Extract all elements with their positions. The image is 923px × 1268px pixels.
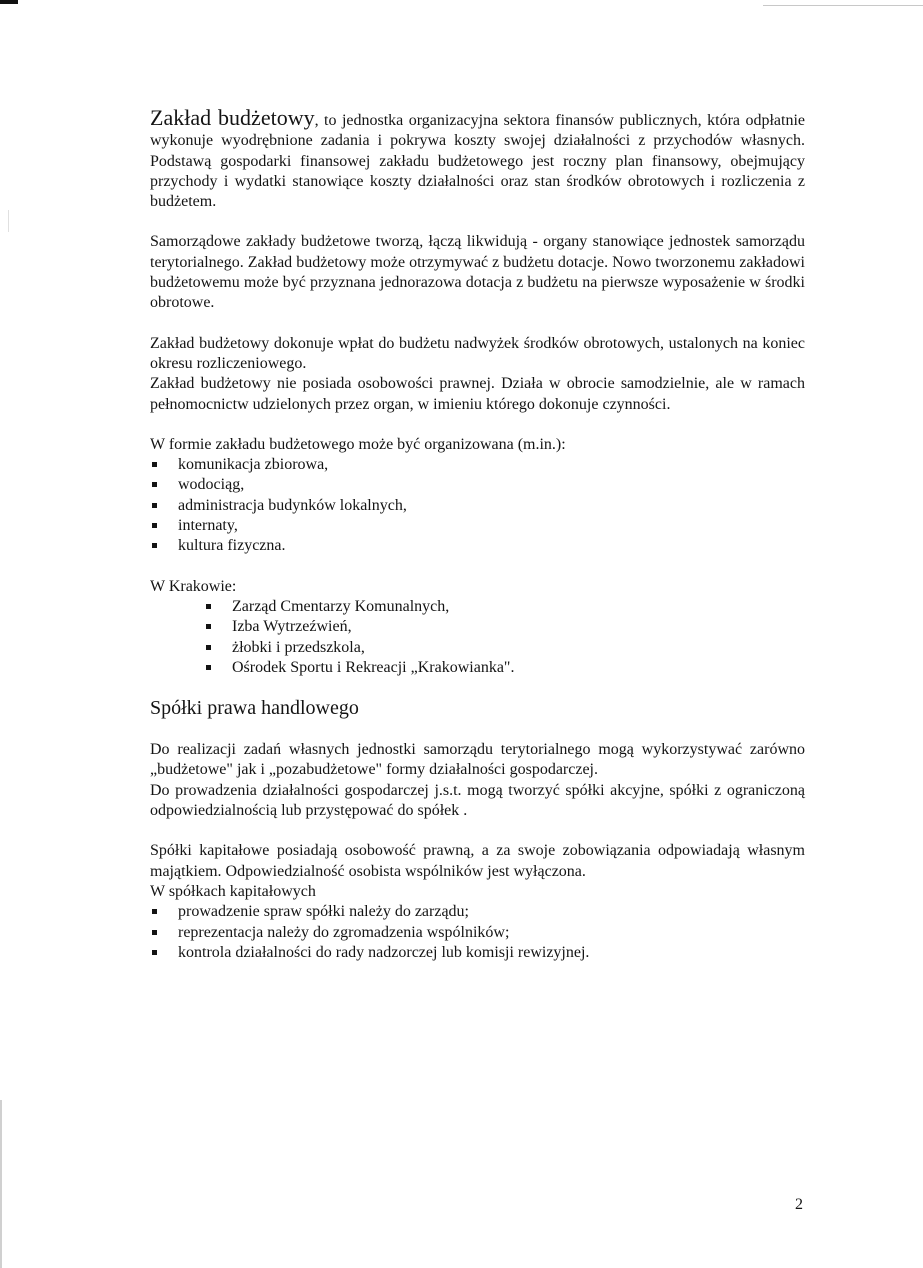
forms-list [150,455,805,556]
list-item: kultura fizyczna. [150,536,805,556]
scan-corner-mark [0,0,18,4]
capital-intro: W spółkach kapitałowych [150,882,316,900]
forms-intro: W formie zakładu budżetowego może być organizowana (m.in.): [150,435,566,453]
scan-artifact [8,210,9,232]
paragraph-capital-companies: Spółki kapitałowe posiadają osobowość prawną, a za swoje zobowiązania odpowiadają własnym majątkiem. Odpowiedzialność osobista wspólników jest wyłączona. [150,842,805,880]
list-item: wodociąg, [150,475,805,495]
list-item: reprezentacja należy do zgromadzenia wspólników; [150,923,805,943]
capital-list [150,902,805,963]
list-item: komunikacja zbiorowa, [150,455,805,475]
page-number: 2 [795,1196,803,1213]
intro-text: , to jednostka organizacyjna sektora finansów publicznych, która odpłatnie wykonuje wyodrębnione zadania i pokrywa koszty swojej działalności z przychodów własnych. Podstawą gospodarki finansowej zakładu budżetowego jest roczny plan finansowy, obejmujący przychody i wydatki stanowiące koszty działalności oraz stan środków obrotowych i rozliczenia z budżetem. [150,112,805,211]
paragraph-local-units: Samorządowe zakłady budżetowe tworzą, łączą likwidują - organy stanowiące jednostek samorządu terytorialnego. Zakład budżetowy może otrzymywać z budżetu dotacje. Nowo tworzonemu zakładowi budżetowemu może być przyznana jednorazowa dotacja z budżetu na pierwsze wyposażenie w środki obrotowe. [150,233,805,312]
paragraph-forms-of-activity: Do realizacji zadań własnych jednostki samorządu terytorialnego mogą wykorzystywać zarówno „budżetowe" jak i „pozabudżetowe" formy działalności gospodarczej. [150,741,805,779]
list-item: kontrola działalności do rady nadzorczej lub komisji rewizyjnej. [150,943,805,963]
list-item: internaty, [150,516,805,536]
list-item: prowadzenie spraw spółki należy do zarządu; [150,902,805,922]
list-item: Zarząd Cmentarzy Komunalnych, [150,597,805,617]
list-item: Izba Wytrzeźwień, [150,617,805,637]
krakow-list [150,597,805,678]
paragraph-companies: Do prowadzenia działalności gospodarczej j.s.t. mogą tworzyć spółki akcyjne, spółki z ograniczoną odpowiedzialnością lub przystępować do spółek . [150,781,805,820]
list-item: żłobki i przedszkola, [150,638,805,658]
list-item: administracja budynków lokalnych, [150,496,805,516]
scan-edge-line [763,5,923,6]
scan-edge-shadow [0,1100,2,1268]
paragraph-legal-status: Zakład budżetowy nie posiada osobowości prawnej. Działa w obrocie samodzielnie, ale w ramach pełnomocnictw udzielonych przez organ, w imieniu którego dokonuje czynności. [150,375,805,413]
section-heading: Spółki prawa handlowego [150,697,359,720]
krakow-intro: W Krakowie: [150,577,237,595]
lead-term: Zakład budżetowy [150,105,315,130]
list-item: Ośrodek Sportu i Rekreacji „Krakowianka". [150,658,805,678]
paragraph-surplus: Zakład budżetowy dokonuje wpłat do budżetu nadwyżek środków obrotowych, ustalonych na koniec okresu rozliczeniowego. [150,334,805,372]
document-body [150,105,805,963]
intro-paragraph [150,105,805,212]
